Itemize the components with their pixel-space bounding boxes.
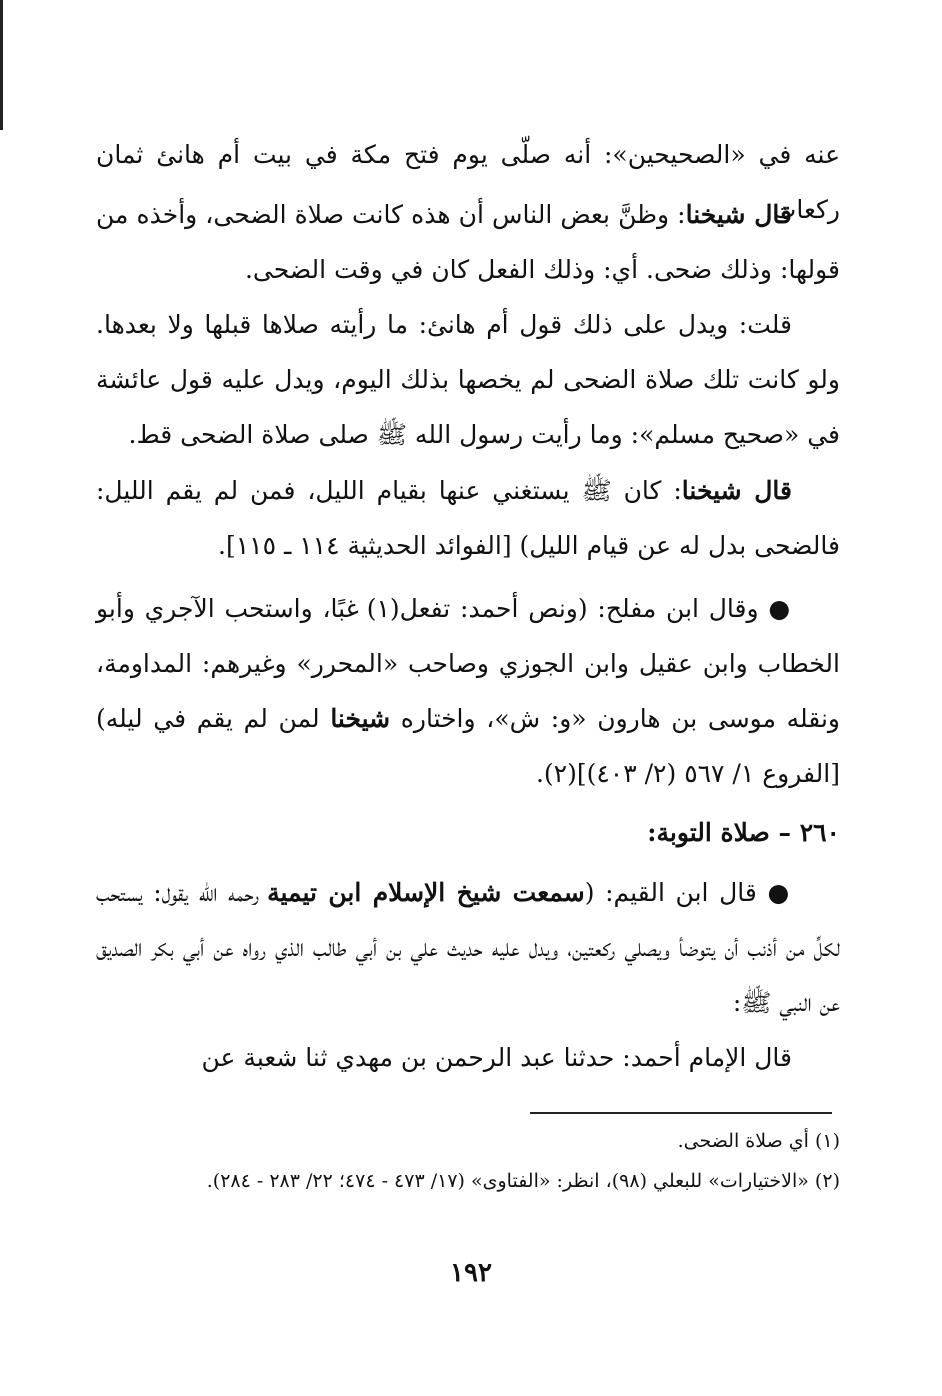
paragraph-7: [96, 1030, 840, 1085]
paragraph-5-lead: شيخنا: [330, 704, 391, 733]
page-number: ١٩٢: [450, 1258, 492, 1288]
paragraph-2-lead: قال شيخنا: [685, 200, 792, 229]
paragraph-3: [96, 297, 840, 462]
footnote-rule: [530, 1112, 832, 1114]
paragraph-6-pre: ● قال ابن القيم: (: [584, 878, 792, 907]
paragraph-4-lead: قال شيخنا: [681, 476, 792, 505]
footnote-1: (١) أي صلاة الضحى.: [677, 1130, 840, 1152]
paragraph-5-text: لمن لم يقم في ليله) [الفروع ١/ ٥٦٧ (٢/ ٤٠٣)](٢).: [96, 704, 840, 788]
paragraph-6-lead: سمعت شيخ الإسلام ابن تيمية: [267, 878, 585, 907]
paragraph-4: [96, 463, 840, 573]
paragraph-6: [96, 865, 840, 1030]
paragraph-6-text: رحمه الله يقول: يستحب لكلِّ من أذنب أن يتوضأ ويصلي ركعتين، ويدل عليه حديث علي بن أبي طالب الذي رواه عن أبي بكر الصديق عن النبي ﷺ:: [96, 878, 840, 1017]
paragraph-5-pre: ● وقال ابن مفلح: (ونص أحمد: تفعل(١) غبًا، واستحب الآجري وأبو الخطاب وابن عقيل وابن الجوزي وصاحب «المحرر» وغيرهم: المداومة، ونقله موسى بن هارون «و: ش»، واختاره: [96, 594, 840, 733]
paragraph-7-text: قال الإمام أحمد: حدثنا عبد الرحمن بن مهدي ثنا شعبة عن: [201, 1043, 792, 1072]
paragraph-4-text: : كان ﷺ يستغني عنها بقيام الليل، فمن لم يقم الليل: فالضحى بدل له عن قيام الليل) [الفوائد الحديثية ١١٤ ـ ١١٥].: [96, 476, 840, 560]
paragraph-3-text: قلت: ويدل على ذلك قول أم هانئ: ما رأيته صلاها قبلها ولا بعدها. ولو كانت تلك صلاة الضحى لم يخصها بذلك اليوم، ويدل عليه قول عائشة في «صحيح مسلم»: وما رأيت رسول الله ﷺ صلى صلاة الضحى قط.: [96, 310, 840, 449]
paragraph-1-text: عنه في «الصحيحين»: أنه صلّى يوم فتح مكة في بيت أم هانئ ثمان ركعات.: [96, 140, 840, 224]
paragraph-2-text: : وظنَّ بعض الناس أن هذه كانت صلاة الضحى، وأخذه من قولها: وذلك ضحى. أي: وذلك الفعل كان في وقت الضحى.: [96, 200, 840, 284]
margin-rule: [0, 0, 3, 130]
section-heading: ٢٦٠ – صلاة التوبة:: [647, 818, 840, 847]
paragraph-5: [96, 581, 840, 801]
footnote-2: (٢) «الاختيارات» للبعلي (٩٨)، انظر: «الفتاوى» (١٧/ ٤٧٣ - ٤٧٤؛ ٢٢/ ٢٨٣ - ٢٨٤).: [206, 1170, 840, 1192]
paragraph-2: [96, 187, 840, 297]
